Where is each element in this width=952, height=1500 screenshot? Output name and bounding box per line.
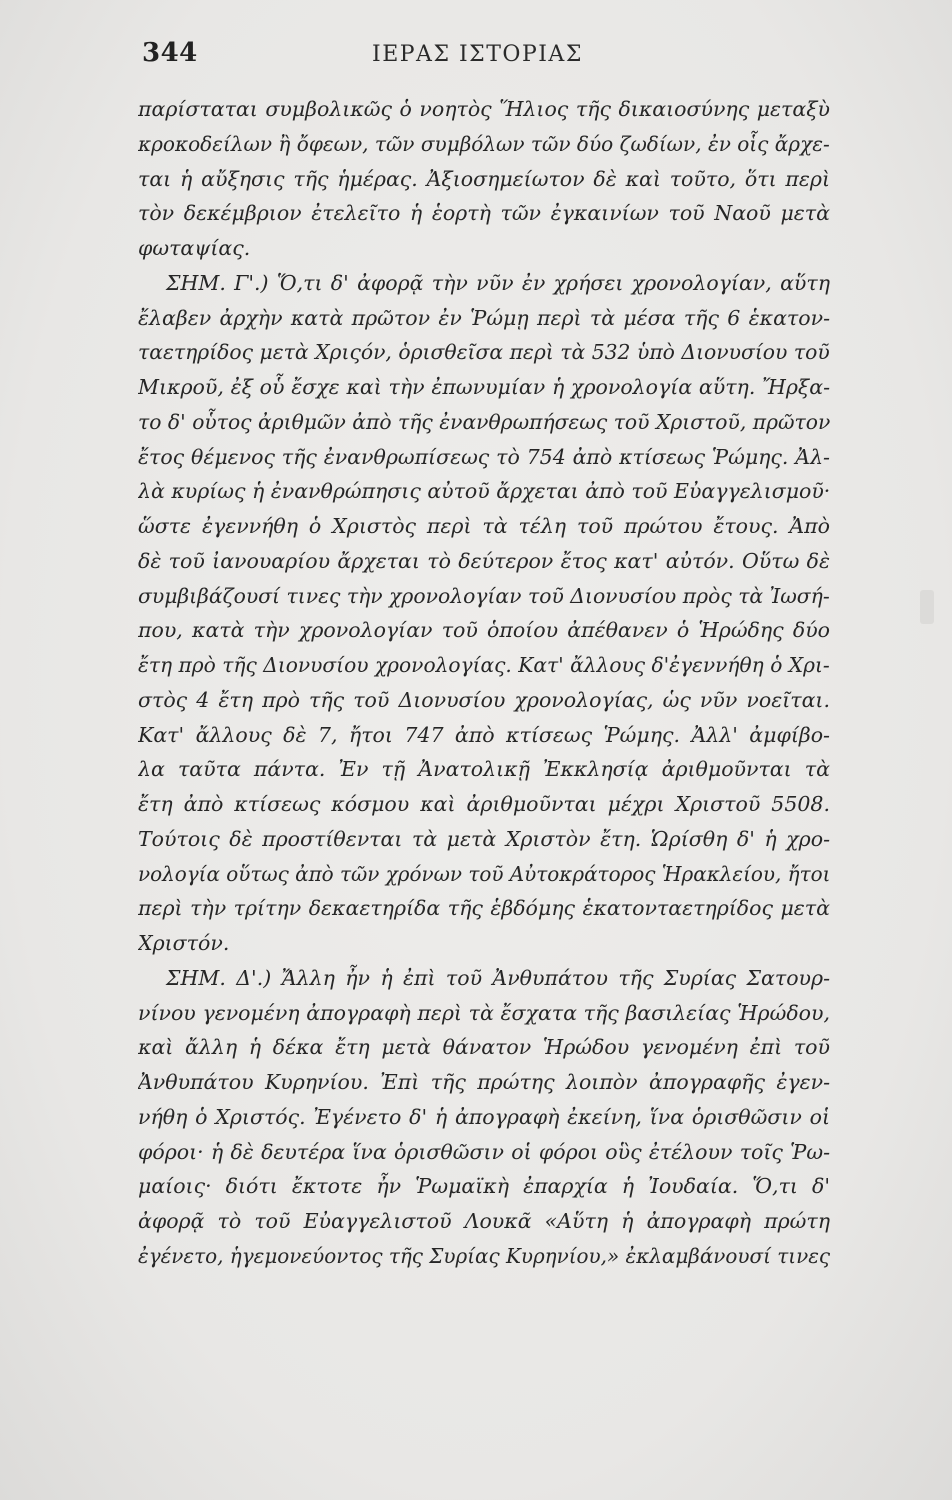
text-line: ἐγένετο, ἡγεμονεύοντος τῆς Συρίας Κυρηνίου,» ἐκλαμβάνουσί τινες [138,1243,831,1268]
text-line: που, κατὰ τὴν χρονολογίαν τοῦ ὁποίου ἀπέθανεν ὁ Ἡρώδης δύο [138,618,830,643]
text-line: συμβιβάζουσί τινες τὴν χρονολογίαν τοῦ Διονυσίου πρὸς τὰ Ἰωσή- [138,583,830,608]
text-line: μαίοις· διότι ἔκτοτε ἦν Ῥωμαϊκὴ ἐπαρχία ἡ Ἰουδαία. Ὅ,τι δ' [138,1174,830,1199]
text-line: Μικροῦ, ἐξ οὗ ἔσχε καὶ τὴν ἐπωνυμίαν ἡ χρονολογία αὕτη. Ἤρξα- [138,375,830,399]
text-line: νολογία οὕτως ἀπὸ τῶν χρόνων τοῦ Αὐτοκράτορος Ἡρακλείου, ἤτοι [138,861,831,886]
text-line: ἔτη ἀπὸ κτίσεως κόσμου καὶ ἀριθμοῦνται μέχρι Χριστοῦ 5508. [138,792,830,816]
text-line: τὸν δεκέμβριον ἐτελεῖτο ἡ ἑορτὴ τῶν ἐγκαινίων τοῦ Ναοῦ μετὰ [138,201,830,226]
page-header [142,38,832,78]
text-line: ταετηρίδος μετὰ Χριςόν, ὁρισθεῖσα περὶ τὰ 532 ὑπὸ Διονυσίου τοῦ [138,340,830,365]
text-line: ἔτος θέμενος τῆς ἐνανθρωπίσεως τὸ 754 ἀπὸ κτίσεως Ῥώμης. Ἀλ- [138,444,830,469]
text-line: το δ' οὗτος ἀριθμῶν ἀπὸ τῆς ἐνανθρωπήσεως τοῦ Χριστοῦ, πρῶτον [138,409,831,434]
page-number: 344 [142,38,198,68]
text-line: παρίσταται συμβολικῶς ὁ νοητὸς Ἥλιος τῆς δικαιοσύνης μεταξὺ [138,97,830,121]
text-line: Τούτοις δὲ προστίθενται τὰ μετὰ Χριστὸν ἔτη. Ὡρίσθη δ' ἡ χρο- [138,826,830,851]
text-line: ΣΗΜ. Γ'.) Ὅ,τι δ' ἀφορᾷ τὴν νῦν ἐν χρήσει χρονολογίαν, αὕτη [166,270,830,295]
text-line: λα ταῦτα πάντα. Ἐν τῇ Ἀνατολικῇ Ἐκκλησίᾳ ἀριθμοῦνται τὰ [138,757,830,782]
paper-smudge [920,590,934,624]
text-line: κροκοδείλων ἢ ὄφεων, τῶν συμβόλων τῶν δύο ζωδίων, ἐν οἷς ἄρχε- [138,131,830,156]
text-line: λὰ κυρίως ἡ ἐνανθρώπησις αὐτοῦ ἄρχεται ἀπὸ τοῦ Εὐαγγελισμοῦ· [138,479,831,504]
text-line: στὸς 4 ἔτη πρὸ τῆς τοῦ Διονυσίου χρονολογίας, ὡς νῦν νοεῖται. [138,687,830,712]
text-line: Ἀνθυπάτου Κυρηνίου. Ἐπὶ τῆς πρώτης λοιπὸν ἀπογραφῆς ἐγεν- [138,1070,830,1094]
text-line: ἀφορᾷ τὸ τοῦ Εὐαγγελιστοῦ Λουκᾶ «Αὕτη ἡ ἀπογραφὴ πρώτη [138,1209,830,1233]
text-line: Χριστόν. [138,931,230,955]
text-line: περὶ τὴν τρίτην δεκαετηρίδα τῆς ἑβδόμης ἑκατονταετηρίδος μετὰ [138,896,830,921]
text-line: νήθη ὁ Χριστός. Ἐγένετο δ' ἡ ἀπογραφὴ ἐκείνη, ἵνα ὁρισθῶσιν οἱ [138,1104,830,1129]
running-head: ΙΕΡΑΣ ΙΣΤΟΡΙΑΣ [372,42,583,67]
text-line: φωταψίας. [138,236,251,260]
text-line: ἔλαβεν ἀρχὴν κατὰ πρῶτον ἐν Ῥώμῃ περὶ τὰ μέσα τῆς 6 ἑκατον- [138,305,830,330]
text-line: ΣΗΜ. Δ'.) Ἄλλη ἦν ἡ ἐπὶ τοῦ Ἀνθυπάτου τῆς Συρίας Σατουρ- [166,965,830,990]
text-line: Κατ' ἄλλους δὲ 7, ἤτοι 747 ἀπὸ κτίσεως Ῥώμης. Ἀλλ' ἀμφίβο- [138,722,830,747]
text-line: ἔτη πρὸ τῆς Διονυσίου χρονολογίας. Κατ' ἄλλους δ'ἐγεννήθη ὁ Χρι- [138,653,830,677]
text-line: δὲ τοῦ ἰανουαρίου ἄρχεται τὸ δεύτερον ἔτος κατ' αὐτόν. Οὕτω δὲ [138,548,830,573]
body-text [138,92,830,1274]
text-line: νίνου γενομένη ἀπογραφὴ περὶ τὰ ἔσχατα τῆς βασιλείας Ἡρώδου, [138,1000,830,1025]
text-line: φόροι· ἡ δὲ δευτέρα ἵνα ὁρισθῶσιν οἱ φόροι οὓς ἐτέλουν τοῖς Ῥω- [138,1139,830,1164]
text-line: ται ἡ αὔξησις τῆς ἡμέρας. Ἀξιοσημείωτον δὲ καὶ τοῦτο, ὅτι περὶ [138,166,830,191]
text-line: καὶ ἄλλη ἡ δέκα ἔτη μετὰ θάνατον Ἡρώδου γενομένη ἐπὶ τοῦ [138,1035,830,1060]
text-line: ὥστε ἐγεννήθη ὁ Χριστὸς περὶ τὰ τέλη τοῦ πρώτου ἔτους. Ἀπὸ [138,514,830,538]
